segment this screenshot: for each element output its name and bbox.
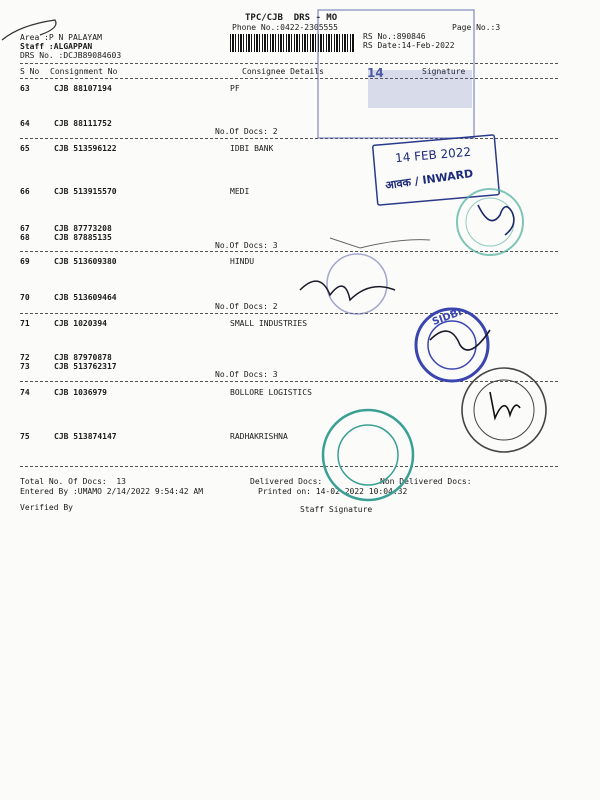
row-sno: 63: [20, 84, 30, 93]
total-docs: Total No. Of Docs: 13: [20, 477, 126, 486]
row-consignment: CJB 513762317: [54, 362, 117, 371]
row-sno: 73: [20, 362, 30, 371]
delivered-docs: Delivered Docs:: [250, 477, 323, 486]
row-consignee: PF: [230, 84, 240, 93]
row-consignee: SMALL INDUSTRIES: [230, 319, 308, 328]
column-header-consignment: Consignment No: [50, 67, 118, 76]
column-header-signature: Signature: [422, 67, 466, 76]
row-sno: 66: [20, 187, 30, 196]
row-sno: 71: [20, 319, 30, 328]
row-sno: 68: [20, 233, 30, 242]
entered-by: Entered By :UMAMO 2/14/2022 9:54:42 AM: [20, 487, 204, 496]
row-sno: 75: [20, 432, 30, 441]
printed-on: Printed on: 14-02-2022 10:04:32: [258, 487, 408, 496]
drs-date: RS Date:14-Feb-2022: [363, 41, 455, 50]
row-consignment: CJB 88111752: [54, 119, 112, 128]
row-sno: 72: [20, 353, 30, 362]
row-sno: 69: [20, 257, 30, 266]
row-consignee: HINDU: [230, 257, 255, 266]
row-consignment: CJB 88107194: [54, 84, 112, 93]
verified-by: Verified By: [20, 503, 73, 512]
row-sno: 65: [20, 144, 30, 153]
row-consignment: CJB 1036979: [54, 388, 107, 397]
inward-stamp-date: 14 FEB 2022: [394, 144, 472, 166]
inward-block-number: 14: [367, 66, 384, 80]
row-consignment: CJB 87885135: [54, 233, 112, 242]
column-header-sno: S No: [20, 67, 40, 76]
drs-number-right: RS No.:890846: [363, 32, 426, 41]
drs-number-field: DRS No. :DCJB89084603: [20, 51, 122, 60]
row-sno: 70: [20, 293, 30, 302]
docs-count: No.Of Docs: 3: [215, 370, 278, 379]
docs-count: No.Of Docs: 2: [215, 302, 278, 311]
docs-count: No.Of Docs: 3: [215, 241, 278, 250]
row-consignee: RADHAKRISHNA: [230, 432, 288, 441]
docs-count: No.Of Docs: 2: [215, 127, 278, 136]
row-consignment: CJB 513596122: [54, 144, 117, 153]
row-consignment: CJB 87773208: [54, 224, 112, 233]
area-field: Area :P N PALAYAM: [20, 33, 102, 42]
row-sno: 67: [20, 224, 30, 233]
row-sno: 64: [20, 119, 30, 128]
row-consignee: IDBI BANK: [230, 144, 274, 153]
row-consignment: CJB 513609464: [54, 293, 117, 302]
page-number: Page No.:3: [452, 23, 501, 32]
row-sno: 74: [20, 388, 30, 397]
staff-field: Staff :ALGAPPAN: [20, 42, 93, 51]
sidbi-seal: SIDBI: [430, 307, 464, 328]
row-consignment: CJB 513874147: [54, 432, 117, 441]
column-header-consignee: Consignee Details: [242, 67, 324, 76]
row-consignee: BOLLORE LOGISTICS: [230, 388, 312, 397]
staff-signature-label: Staff Signature: [300, 505, 373, 514]
document-title: TPC/CJB DRS - MO: [245, 13, 338, 23]
inward-stamp-label: आवक / INWARD: [384, 166, 474, 193]
row-consignment: CJB 87970878: [54, 353, 112, 362]
row-consignment: CJB 1020394: [54, 319, 107, 328]
phone-number: Phone No.:0422-2305555: [232, 23, 338, 32]
row-consignment: CJB 513915570: [54, 187, 117, 196]
non-delivered-docs: Non Delivered Docs:: [380, 477, 472, 486]
row-consignment: CJB 513609380: [54, 257, 117, 266]
row-consignee: MEDI: [230, 187, 250, 196]
